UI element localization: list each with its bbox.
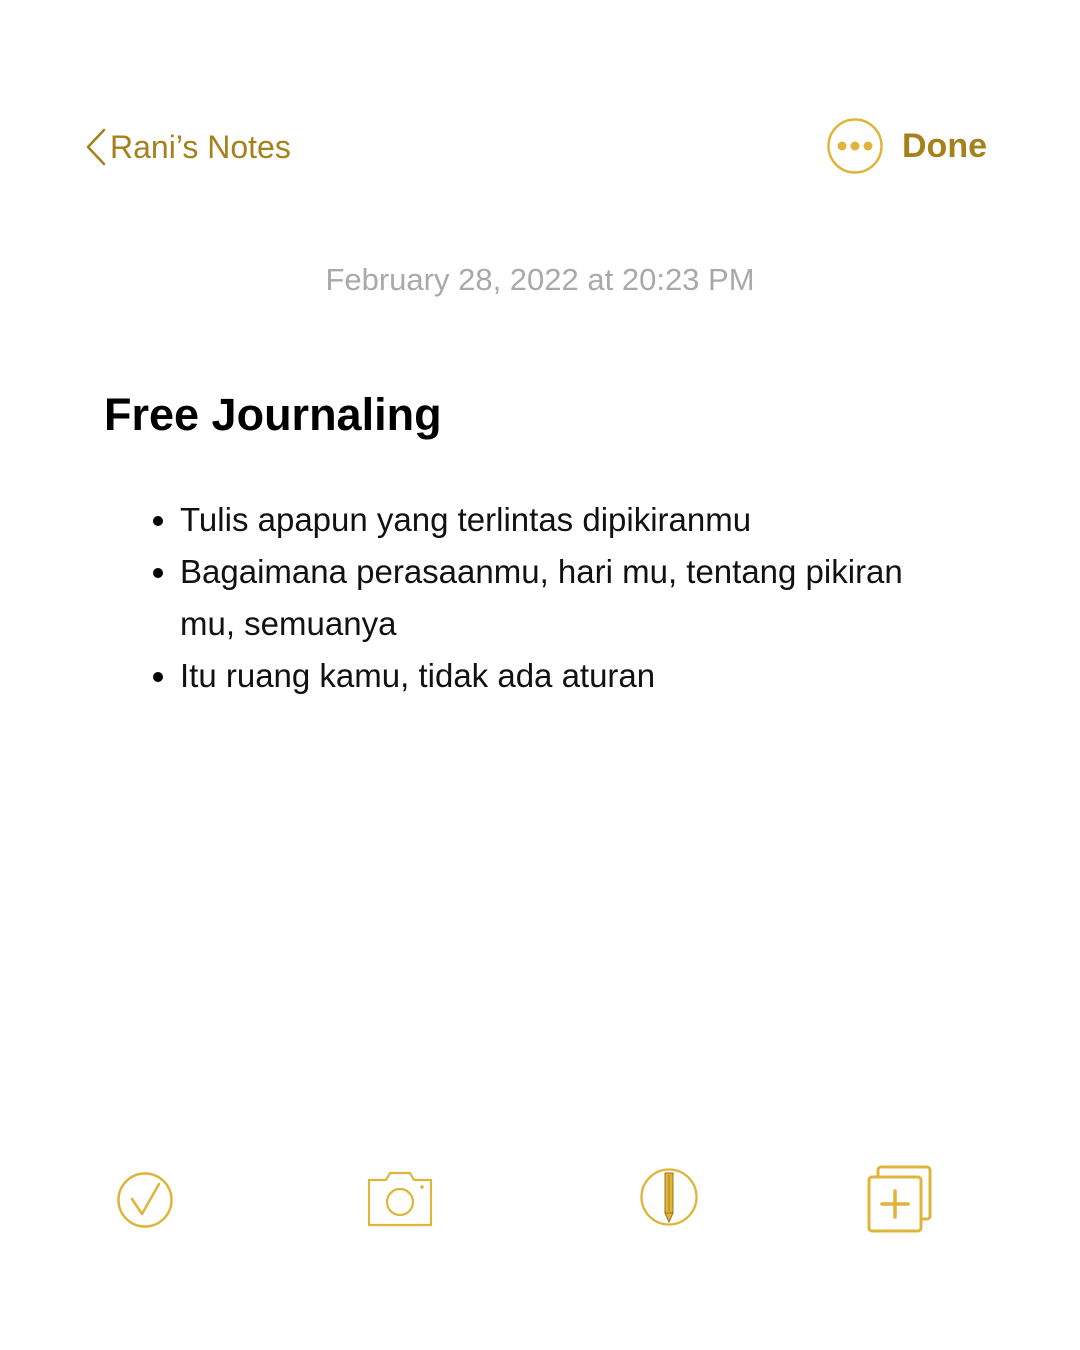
back-button-label: Rani’s Notes <box>110 129 291 165</box>
checklist-icon <box>116 1171 174 1229</box>
new-note-button[interactable] <box>866 1164 934 1234</box>
list-item-text: Bagaimana perasaanmu, hari mu, tentang pikiran mu, semuanya <box>180 553 903 642</box>
bullet-icon <box>153 516 163 526</box>
list-item <box>180 494 940 546</box>
ellipsis-circle-icon <box>826 162 884 179</box>
camera-icon <box>366 1170 434 1228</box>
checklist-button[interactable] <box>116 1171 174 1229</box>
list-item-text: Itu ruang kamu, tidak ada aturan <box>180 657 656 694</box>
chevron-left-icon <box>84 127 108 167</box>
back-button[interactable] <box>84 124 291 170</box>
bullet-icon <box>153 568 163 578</box>
note-bullet-list[interactable] <box>180 494 940 702</box>
note-title[interactable]: Free Journaling <box>104 389 442 440</box>
markup-button[interactable] <box>639 1167 699 1227</box>
note-timestamp: February 28, 2022 at 20:23 PM <box>325 262 755 297</box>
new-note-icon <box>866 1164 934 1234</box>
done-button[interactable]: Done <box>902 127 987 165</box>
bullet-icon <box>153 672 163 682</box>
list-item <box>180 650 940 702</box>
list-item <box>180 546 940 650</box>
camera-button[interactable] <box>366 1170 434 1228</box>
more-options-button[interactable] <box>826 117 884 175</box>
list-item-text: Tulis apapun yang terlintas dipikiranmu <box>180 501 752 538</box>
pencil-markup-icon <box>639 1167 699 1227</box>
